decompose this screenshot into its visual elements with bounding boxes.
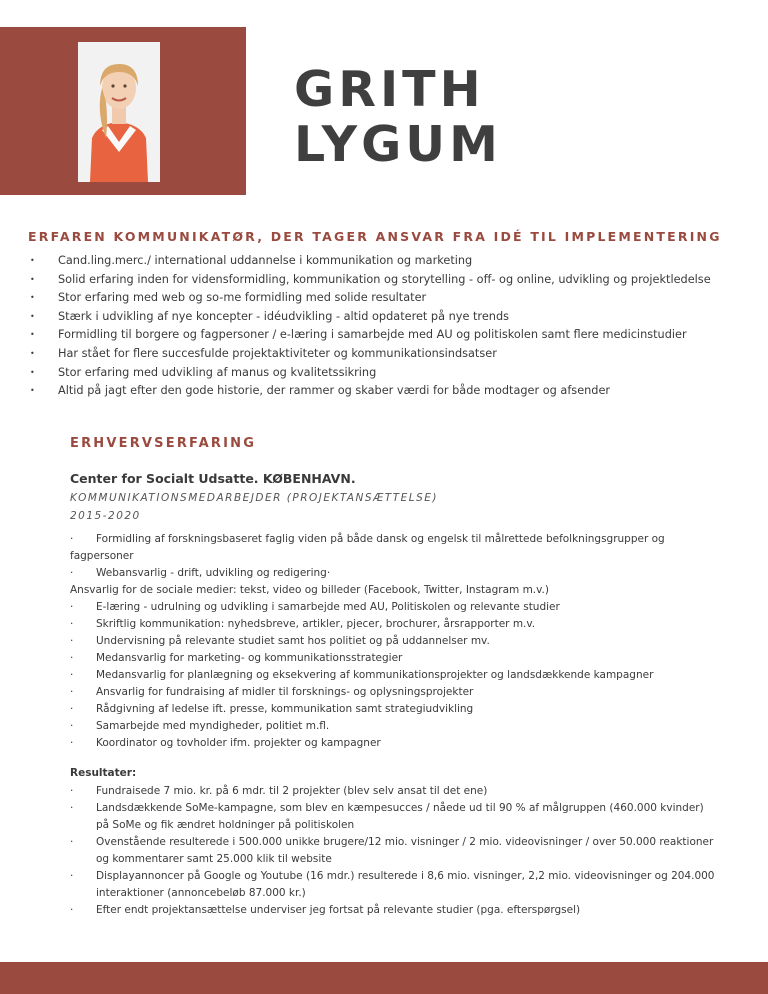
job-role: KOMMUNIKATIONSMEDARBEJDER (PROJEKTANSÆTTELSE) — [70, 492, 438, 504]
duty-item: · Formidling af forskningsbaseret faglig viden på både dansk og engelsk til målrettede befolkningsgrupper og fagpersoner — [70, 531, 690, 565]
summary-item: • Stor erfaring med udvikling af manus og kvalitetssikring — [30, 364, 711, 383]
footer-accent-band — [0, 962, 768, 994]
tagline: ERFAREN KOMMUNIKATØR, DER TAGER ANSVAR FRA IDÉ TIL IMPLEMENTERING — [28, 229, 722, 244]
duty-item: · Skriftlig kommunikation: nyhedsbreve, artikler, pjecer, brochurer, årsrapporter m.v. — [70, 616, 690, 633]
job-years: 2015-2020 — [70, 510, 141, 522]
result-item: · Fundraisede 7 mio. kr. på 6 mdr. til 2 projekter (blev selv ansat til det ene) — [70, 783, 720, 800]
result-item: · Landsdækkende SoMe-kampagne, som blev en kæmpesucces / nåede ud til 90 % af målgruppen (460.000 kvinder) på SoMe og fik ændret holdninger på politiskolen — [70, 800, 720, 834]
portrait-photo-graphic — [78, 42, 160, 182]
summary-list — [30, 252, 711, 401]
summary-item: • Solid erfaring inden for vidensformidling, kommunikation og storytelling - off- og online, udvikling og projektledelse — [30, 271, 711, 290]
candidate-name — [294, 62, 502, 172]
duty-item: · Ansvarlig for fundraising af midler til forsknings- og oplysningsprojekter — [70, 684, 690, 701]
results-title: Resultater: — [70, 767, 137, 779]
duty-item: · E-læring - udrulning og udvikling i samarbejde med AU, Politiskolen og relevante studier — [70, 599, 690, 616]
duties-list — [70, 531, 690, 752]
summary-item: • Stærk i udvikling af nye koncepter - idéudvikling - altid opdateret på nye trends — [30, 308, 711, 327]
duty-item: · Undervisning på relevante studiet samt hos politiet og på uddannelser mv. — [70, 633, 690, 650]
results-list — [70, 783, 720, 919]
section-title-experience: ERHVERVSERFARING — [70, 436, 257, 451]
summary-item: • Har stået for flere succesfulde projektaktiviteter og kommunikationsindsatser — [30, 345, 711, 364]
duty-item: Ansvarlig for de sociale medier: tekst, video og billeder (Facebook, Twitter, Instagram m.v.) — [70, 584, 549, 596]
summary-item: • Formidling til borgere og fagpersoner / e-læring i samarbejde med AU og politiskolen samt flere medicinstudier — [30, 326, 711, 345]
duty-item: · Medansvarlig for marketing- og kommunikationsstrategier — [70, 650, 690, 667]
duty-item: · Rådgivning af ledelse ift. presse, kommunikation samt strategiudvikling — [70, 701, 690, 718]
company-name: Center for Socialt Udsatte. KØBENHAVN. — [70, 471, 356, 486]
summary-item: • Stor erfaring med web og so-me formidling med solide resultater — [30, 289, 711, 308]
duty-item: · Webansvarlig - drift, udvikling og redigering· — [70, 565, 690, 582]
duty-item: · Samarbejde med myndigheder, politiet m.fl. — [70, 718, 690, 735]
portrait-photo — [78, 42, 160, 182]
first-name: GRITH — [294, 61, 485, 118]
result-item: · Ovenstående resulterede i 500.000 unikke brugere/12 mio. visninger / 2 mio. videovisninger / over 50.000 reaktioner og kommentarer samt 25.000 klik til website — [70, 834, 720, 868]
duty-item: · Medansvarlig for planlægning og eksekvering af kommunikationsprojekter og landsdækkende kampagner — [70, 667, 690, 684]
summary-item: • Cand.ling.merc./ international uddannelse i kommunikation og marketing — [30, 252, 711, 271]
result-item: · Displayannoncer på Google og Youtube (16 mdr.) resulterede i 8,6 mio. visninger, 2,2 mio. videovisninger og 204.000 interaktioner (annoncebeløb 87.000 kr.) — [70, 868, 720, 902]
result-item: · Efter endt projektansættelse underviser jeg fortsat på relevante studier (pga. efterspørgsel) — [70, 902, 720, 919]
last-name: LYGUM — [294, 116, 502, 173]
summary-item: • Altid på jagt efter den gode historie, der rammer og skaber værdi for både modtager og afsender — [30, 382, 711, 401]
duty-item: · Koordinator og tovholder ifm. projekter og kampagner — [70, 735, 690, 752]
